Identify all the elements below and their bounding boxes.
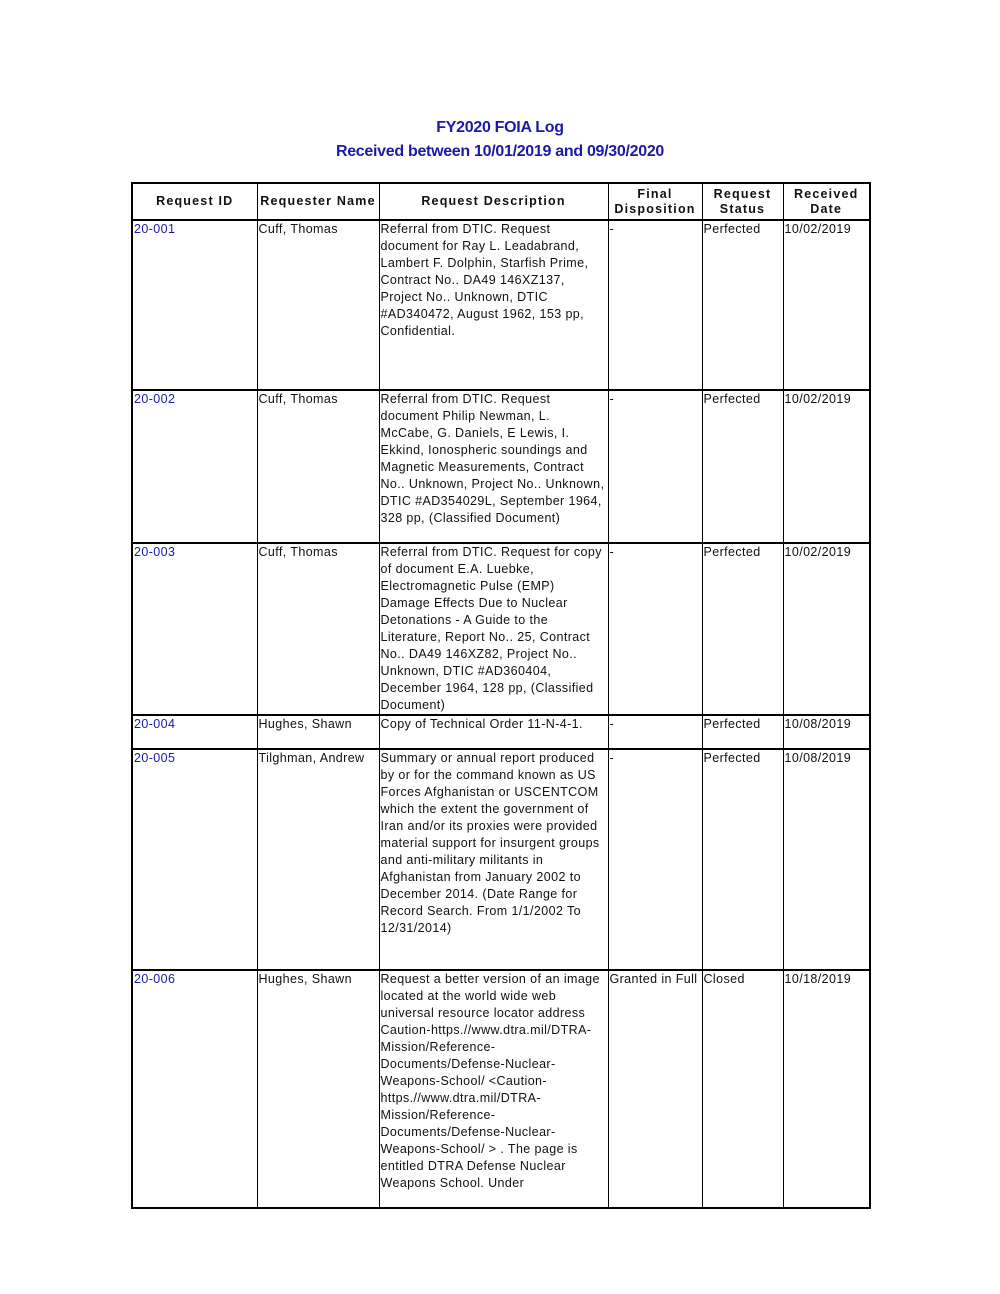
- request-id: 20-004: [132, 715, 257, 749]
- received-date: 10/08/2019: [783, 715, 870, 749]
- column-header-request-id: Request ID: [132, 183, 257, 220]
- request-description: Referral from DTIC. Request document for Ray L. Leadabrand, Lambert F. Dolphin, Starfish Prime, Contract No.. DA49 146XZ137, Project No.. Unknown, DTIC #AD340472, August 1962, 153 pp, Confidential.: [379, 220, 608, 390]
- log-subtitle: Received between 10/01/2019 and 09/30/2020: [335, 143, 665, 160]
- table-row: [132, 715, 870, 749]
- column-header-request-status: Request Status: [702, 183, 783, 220]
- request-description: Referral from DTIC. Request document Philip Newman, L. McCabe, G. Daniels, E Lewis, I. Ekkind, Ionospheric soundings and Magnetic Measurements, Contract No.. Unknown, Project No.. Unknown, DTIC #AD354029L, September 1964, 328 pp, (Classified Document): [379, 390, 608, 543]
- request-description: Request a better version of an image located at the world wide web universal resource locator address Caution-https.//www.dtra.mil/DTRA-Mission/Reference-Documents/Defense-Nuclear-Weapons-School/ <Caution-https.//www.dtra.mil/DTRA-Mission/Reference-Documents/Defense-Nuclear-Weapons-School/ > . The page is entitled DTRA Defense Nuclear Weapons School. Under: [379, 970, 608, 1208]
- requester-name: Cuff, Thomas: [257, 220, 379, 390]
- column-header-requester-name: Requester Name: [257, 183, 379, 220]
- request-status: Perfected: [702, 543, 783, 715]
- request-status: Perfected: [702, 390, 783, 543]
- request-description: Copy of Technical Order 11-N-4-1.: [379, 715, 608, 749]
- table-row: [132, 543, 870, 715]
- final-disposition: -: [608, 543, 702, 715]
- requester-name: Cuff, Thomas: [257, 543, 379, 715]
- final-disposition: -: [608, 220, 702, 390]
- request-status: Perfected: [702, 220, 783, 390]
- request-description: Referral from DTIC. Request for copy of document E.A. Luebke, Electromagnetic Pulse (EMP) Damage Effects Due to Nuclear Detonations - A Guide to the Literature, Report No.. 25, Contract No.. DA49 146XZ82, Project No.. Unknown, DTIC #AD360404, December 1964, 128 pp, (Classified Document): [379, 543, 608, 715]
- final-disposition: Granted in Full: [608, 970, 702, 1208]
- requester-name: Hughes, Shawn: [257, 715, 379, 749]
- request-id: 20-003: [132, 543, 257, 715]
- requester-name: Hughes, Shawn: [257, 970, 379, 1208]
- received-date: 10/18/2019: [783, 970, 870, 1208]
- request-status: Perfected: [702, 715, 783, 749]
- received-date: 10/02/2019: [783, 220, 870, 390]
- column-header-received-date: Received Date: [783, 183, 870, 220]
- received-date: 10/02/2019: [783, 543, 870, 715]
- foia-log-table: [131, 182, 871, 1209]
- table-row: [132, 749, 870, 970]
- request-id: 20-002: [132, 390, 257, 543]
- column-header-request-description: Request Description: [379, 183, 608, 220]
- request-status: Perfected: [702, 749, 783, 970]
- request-id: 20-006: [132, 970, 257, 1208]
- final-disposition: -: [608, 715, 702, 749]
- table-row: [132, 220, 870, 390]
- request-id: 20-001: [132, 220, 257, 390]
- table-row: [132, 970, 870, 1208]
- request-id: 20-005: [132, 749, 257, 970]
- request-description: Summary or annual report produced by or for the command known as US Forces Afghanistan or USCENTCOM which the extent the government of Iran and/or its proxies were provided material support for insurgent groups and anti-military militants in Afghanistan from January 2002 to December 2014. (Date Range for Record Search. From 1/1/2002 To 12/31/2014): [379, 749, 608, 970]
- log-title: FY2020 FOIA Log: [436, 119, 564, 136]
- request-status: Closed: [702, 970, 783, 1208]
- final-disposition: -: [608, 390, 702, 543]
- column-header-final-disposition: Final Disposition: [608, 183, 702, 220]
- requester-name: Tilghman, Andrew: [257, 749, 379, 970]
- header-row: [132, 183, 870, 220]
- final-disposition: -: [608, 749, 702, 970]
- table-row: [132, 390, 870, 543]
- requester-name: Cuff, Thomas: [257, 390, 379, 543]
- received-date: 10/02/2019: [783, 390, 870, 543]
- received-date: 10/08/2019: [783, 749, 870, 970]
